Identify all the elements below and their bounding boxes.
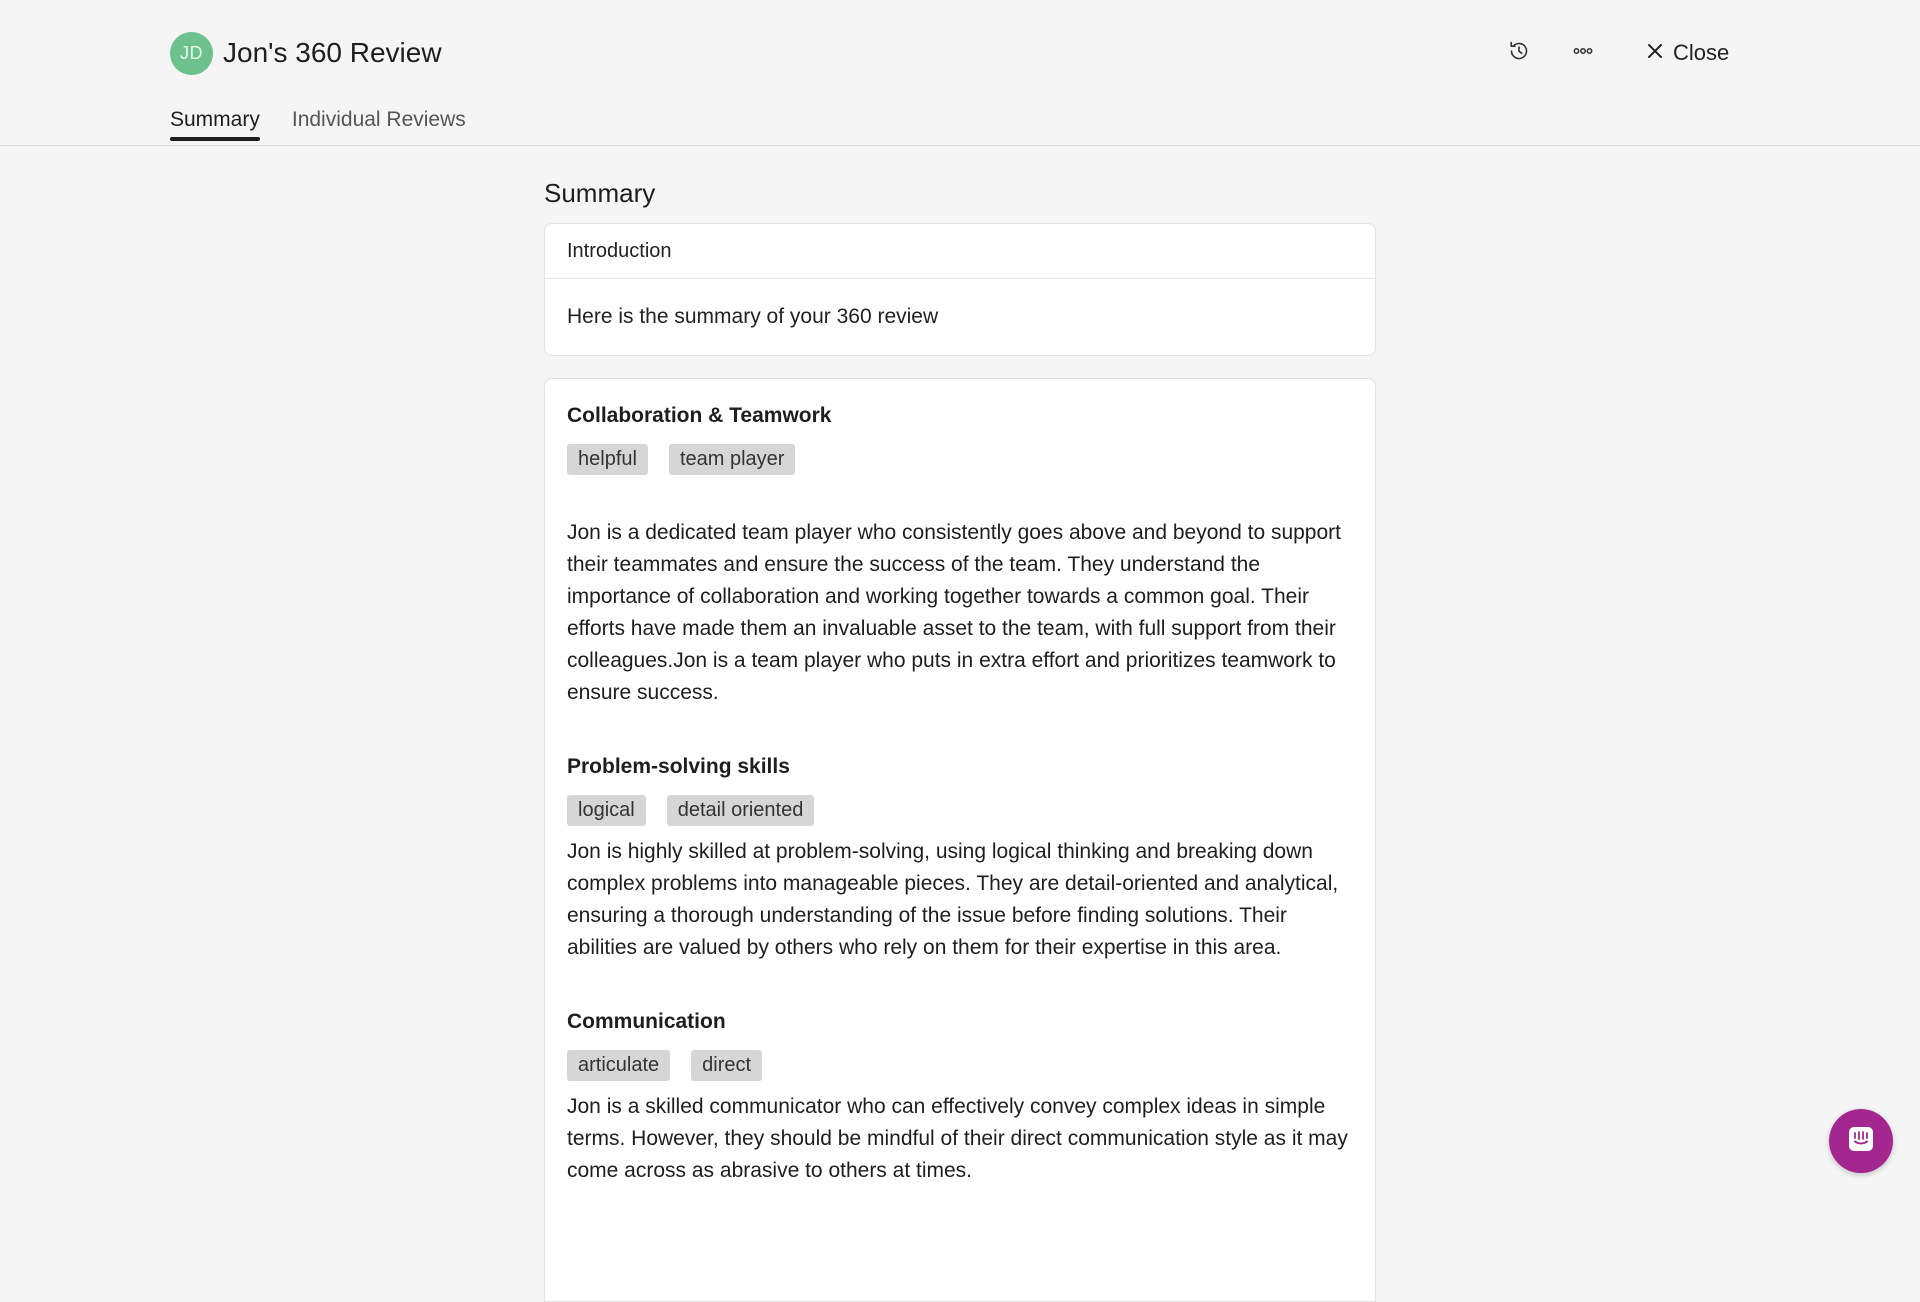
more-options-button[interactable] (1566, 36, 1600, 70)
tab-summary[interactable]: Summary (170, 108, 260, 141)
tag-list (567, 795, 1353, 826)
tag: detail oriented (667, 795, 815, 826)
section-text-problem-solving: Jon is highly skilled at problem-solving, using logical thinking and breaking down complex problems into manageable pieces. They are detail-oriented and analytical, ensuring a thorough understanding of the issue before finding solutions. Their abilities are valued by others who rely on them for their expertise in this area. (567, 840, 1339, 959)
section-text-collaboration: Jon is a dedicated team player who consistently goes above and beyond to support their teammates and ensure the success of the team. They understand the importance of collaboration and working together towards a common goal. Their efforts have made them an invaluable asset to the team, with full support from their colleagues.Jon is a team player who puts in extra effort and prioritizes teamwork to ensure success. (567, 521, 1341, 704)
tag: team player (669, 444, 796, 475)
top-bar (0, 0, 1920, 146)
introduction-body: Here is the summary of your 360 review (567, 305, 939, 328)
tab-bar (170, 108, 466, 141)
chat-icon (1846, 1124, 1876, 1159)
tag: helpful (567, 444, 648, 475)
close-label: Close (1673, 40, 1730, 65)
review-summary-card (544, 378, 1376, 1302)
section-heading-problem-solving: Problem-solving skills (567, 755, 790, 778)
main-content (544, 175, 1376, 1302)
section-heading-collaboration: Collaboration & Teamwork (567, 404, 832, 427)
more-horizontal-icon (1571, 39, 1595, 68)
history-icon (1507, 39, 1531, 68)
page-title: Jon's 360 Review (223, 37, 442, 68)
tab-individual-reviews[interactable]: Individual Reviews (291, 108, 466, 131)
introduction-heading: Introduction (545, 224, 1375, 279)
section-heading-communication: Communication (567, 1010, 726, 1033)
section-text-communication: Jon is a skilled communicator who can effectively convey complex ideas in simple terms. However, they should be mindful of their direct communication style as it may come across as abrasive to others at times. (567, 1095, 1348, 1182)
tag-list (567, 1050, 1353, 1081)
section-title: Summary (544, 178, 656, 208)
introduction-card (544, 223, 1376, 356)
tag: articulate (567, 1050, 670, 1081)
close-button[interactable] (1646, 36, 1729, 70)
close-icon (1646, 40, 1664, 66)
chat-launcher-button[interactable] (1829, 1109, 1893, 1173)
history-button[interactable] (1502, 36, 1536, 70)
avatar: JD (170, 32, 213, 75)
tag: logical (567, 795, 646, 826)
tag: direct (691, 1050, 762, 1081)
tag-list (567, 444, 1353, 475)
